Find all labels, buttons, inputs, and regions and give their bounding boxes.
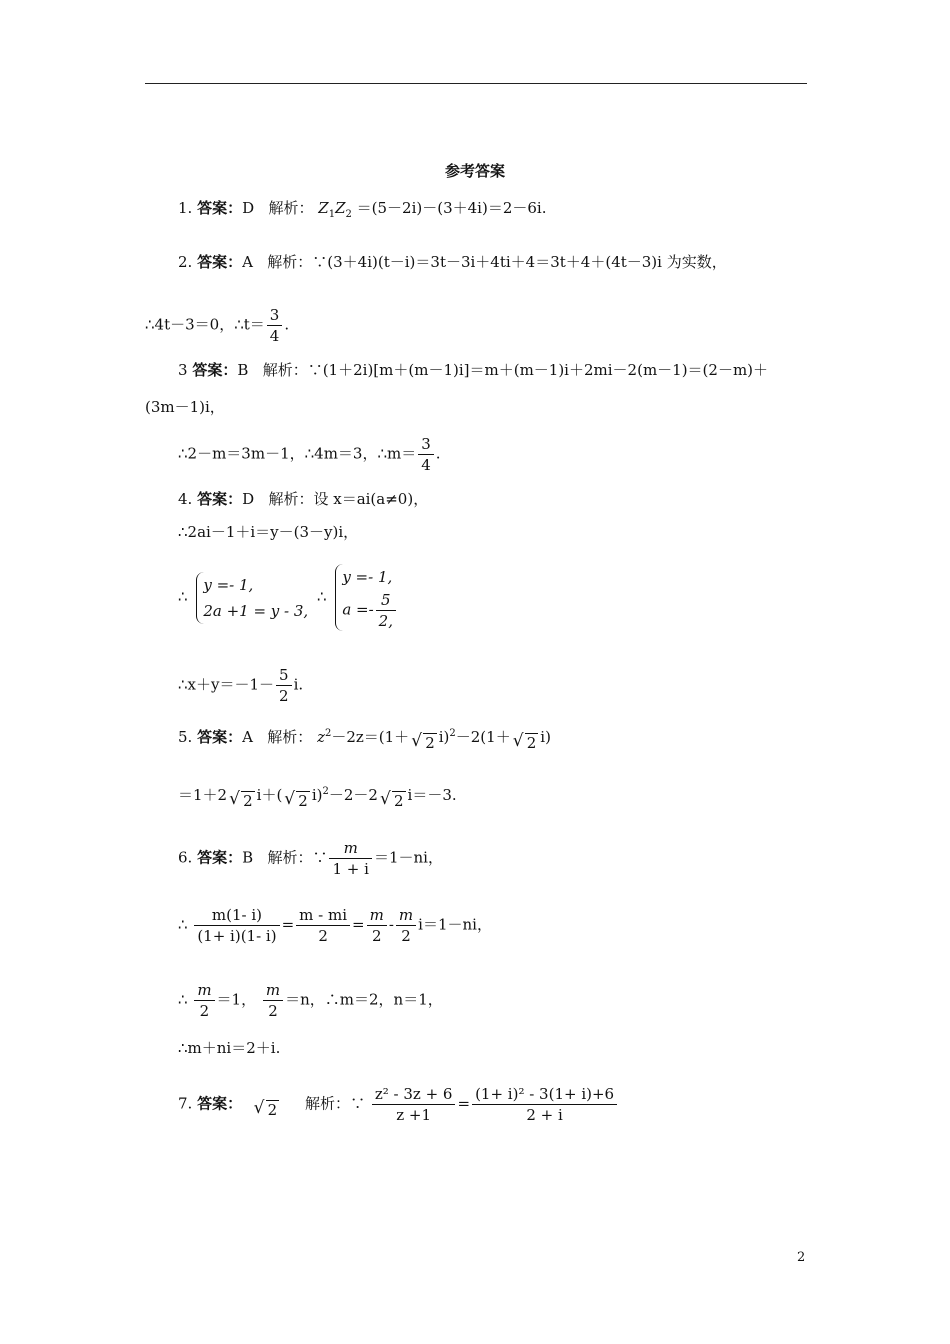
page-title: 参考答案 bbox=[444, 162, 505, 180]
q6-line1: 6. 答案：B 解析：∵ $\frac{m}{1 + i}$ ＝1－ni， bbox=[178, 839, 443, 878]
q2-line1: 2. 答案：A 解析：∵(3＋4i)(t－i)＝3t－3i＋4ti＋4＝3t＋4＋(4t－3)i 为实数， bbox=[178, 253, 727, 271]
q3-line1: 3 答案：B 解析：∵(1＋2i)[m＋(m－1)i]＝m＋(m－1)i＋2mi－2(m－1)＝(2－m)＋ bbox=[178, 361, 769, 379]
system-brace-2: y =- 1, a =- $\frac{5}{2,}$ bbox=[335, 564, 398, 631]
q4-line1: 4. 答案：D 解析：设 x＝ai(a≠0)， bbox=[178, 490, 429, 508]
q6-line3: ∴ $\frac{m}{2}$ ＝1， $\frac{m}{2}$ ＝n，∴m＝2，n＝1， bbox=[178, 981, 443, 1020]
q1-line: 1. 答案：D 解析： $Z_1Z_2 =(5-2i)-(3+4i)=2-6i$. bbox=[178, 199, 547, 220]
q5-line2: ＝1＋2√ 2 i＋(√ 2 i)$^2$－2－2√ 2 i＝－3. bbox=[178, 782, 457, 811]
q3-line3: ∴2－m＝3m－1，∴4m＝3，∴m＝ $\frac{3}{4}$ . bbox=[178, 435, 441, 474]
q4-line4: ∴x＋y＝－1－ $\frac{5}{2}$ i. bbox=[178, 666, 304, 705]
q6-line2: ∴ $\frac{m(1- i)}{(1+ i)(1- i)}$ = $\frac{m - mi}{2}$ = $\frac{m}{2}$ - $\frac{m}{2}$ i＝1－ni， bbox=[178, 906, 492, 945]
q4-system: ∴ y =- 1, 2a +1 = y - 3, ∴ y =- 1, a =- $\frac{5}{2,}$ bbox=[178, 564, 402, 631]
q6-line4: ∴m＋ni＝2＋i. bbox=[178, 1039, 281, 1057]
q5-line1: 5. 答案：A 解析： $z^2-2z=(1+√$ 2 i)$^2$－2(1＋√ 2 i) bbox=[178, 724, 551, 753]
system-brace-1: y =- 1, 2a +1 = y - 3, bbox=[196, 572, 308, 624]
q4-line2: ∴2ai－1＋i＝y－(3－y)i， bbox=[178, 523, 359, 541]
page-number: 2 bbox=[797, 1250, 806, 1265]
q2-line2: ∴4t－3＝0，∴t＝ $\frac{3}{4}$ . bbox=[145, 306, 290, 345]
q7-line1: 7. 答案： √ 2 解析：∵ $\frac{\text{z² - 3z + 6}}{z +1}$ = $\frac{\text{(1+ i)² - 3(1+ i)+6}}{2 + i}$ bbox=[178, 1084, 619, 1125]
header-rule bbox=[145, 83, 807, 84]
q3-line2: (3m－1)i， bbox=[145, 398, 225, 416]
